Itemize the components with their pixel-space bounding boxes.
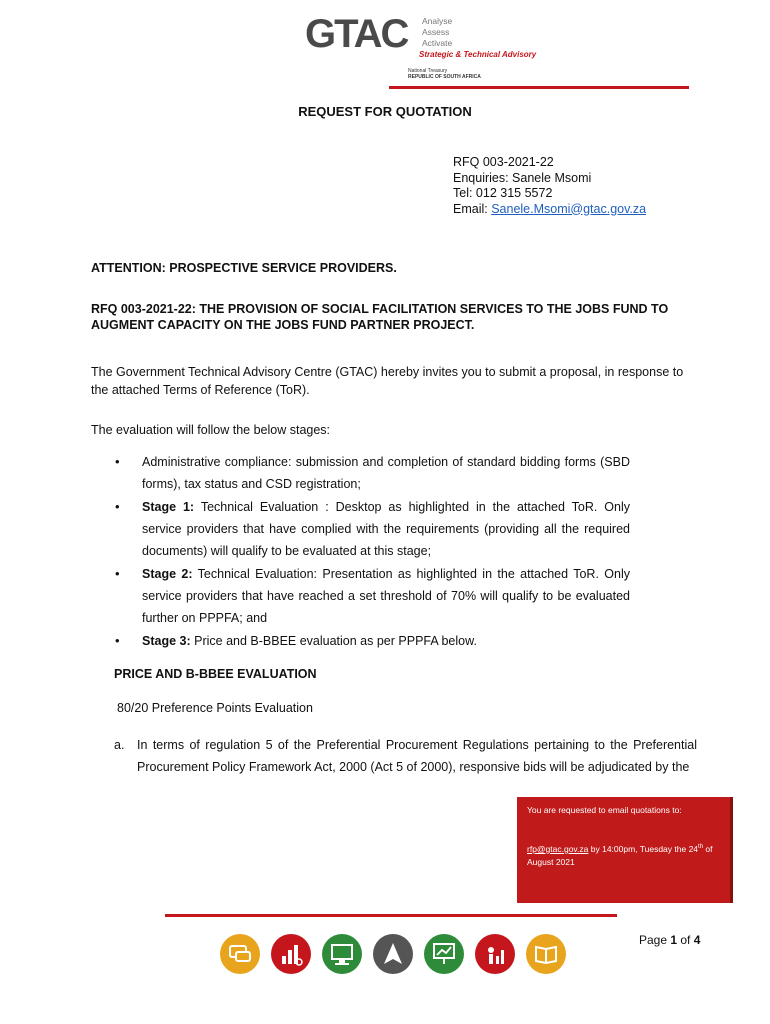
- treasury-label: [408, 68, 481, 80]
- footer-divider: [165, 914, 617, 917]
- bullet-icon: •: [115, 566, 120, 581]
- stage-label: Stage 2:: [142, 567, 193, 581]
- treasury-line2: REPUBLIC OF SOUTH AFRICA: [408, 74, 481, 80]
- footer-icon-row: [220, 934, 568, 976]
- page-label: Page: [639, 933, 671, 947]
- logo-tagline: [422, 16, 452, 49]
- page-number: [639, 933, 700, 947]
- page-title: REQUEST FOR QUOTATION: [298, 104, 472, 119]
- list-item: [108, 451, 630, 495]
- notice-deadline: [527, 841, 722, 869]
- page-current: 1: [670, 933, 678, 947]
- book-icon: [526, 934, 566, 974]
- tagline-activate: Activate: [422, 38, 453, 48]
- header-divider: [389, 86, 689, 89]
- stage-text: Administrative compliance: submission and completion of standard bidding forms (SBD forms), tax status and CSD registration;: [142, 455, 630, 491]
- logo-wordmark: GTAC: [305, 12, 408, 56]
- gtac-logo: [305, 10, 537, 82]
- notice-deadline-text: by 14:00pm, Tuesday the 24: [588, 843, 699, 854]
- stage-label: Stage 3:: [142, 634, 191, 648]
- regulation-text: In terms of regulation 5 of the Preferential Procurement Regulations pertaining to the Preferential Procurement Policy Framework Act, 2000 (Act 5 of 2000), responsive bids will be adjudicated by the: [137, 738, 697, 774]
- list-item: [108, 563, 630, 629]
- list-item: [108, 630, 630, 652]
- growth-person-icon: [475, 934, 515, 974]
- bullet-icon: •: [115, 454, 120, 469]
- rfq-number: RFQ 003-2021-22: [453, 155, 554, 169]
- page-of: of: [677, 933, 694, 947]
- bar-chart-icon: [271, 934, 311, 974]
- bullet-icon: •: [115, 499, 120, 514]
- chat-icon: [220, 934, 260, 974]
- bullet-icon: •: [115, 633, 120, 648]
- notice-intro: You are requested to email quotations to:: [527, 805, 682, 815]
- submission-notice-box: [517, 797, 730, 903]
- telephone: Tel: 012 315 5572: [453, 186, 553, 200]
- regulation-label: a.: [114, 738, 125, 752]
- stage-text: Price and B-BBEE evaluation as per PPPFA below.: [190, 634, 477, 648]
- email-line: [453, 202, 646, 218]
- navigation-icon: [373, 934, 413, 974]
- page-total: 4: [693, 933, 701, 947]
- stage-text: Technical Evaluation: Presentation as highlighted in the attached ToR. Only service providers that have reached a set threshold of 70% will qualify to be evaluated further on PPPFA; and: [142, 567, 630, 625]
- email-link[interactable]: Sanele.Msomi@gtac.gov.za: [491, 201, 647, 216]
- attention-heading: ATTENTION: PROSPECTIVE SERVICE PROVIDERS.: [91, 261, 397, 275]
- notice-email-link[interactable]: rfp@gtac.gov.za: [527, 843, 589, 854]
- tagline-analyse: Analyse: [422, 16, 453, 26]
- notice-deadline-text2: of August 2021: [527, 843, 713, 867]
- rfq-subject-heading: RFQ 003-2021-22: THE PROVISION OF SOCIAL FACILITATION SERVICES TO THE JOBS FUND TO AUGMENT CAPACITY ON THE JOBS FUND PARTNER PROJECT.: [91, 302, 669, 332]
- presentation-icon: [424, 934, 464, 974]
- price-bbbee-heading: PRICE AND B-BBEE EVALUATION: [114, 667, 317, 681]
- stage-label: Stage 1:: [142, 500, 195, 514]
- evaluation-lead: The evaluation will follow the below stages:: [91, 423, 331, 437]
- notice-edge: [730, 797, 733, 903]
- logo-subtitle: Strategic & Technical Advisory: [419, 50, 537, 59]
- email-label: Email:: [453, 201, 492, 216]
- tagline-assess: Assess: [422, 27, 450, 37]
- monitor-icon: [322, 934, 362, 974]
- notice-sup: th: [698, 844, 704, 850]
- preference-points-label: 80/20 Preference Points Evaluation: [117, 701, 313, 715]
- treasury-line1: National Treasury: [408, 68, 448, 74]
- evaluation-stages-list: [108, 451, 630, 653]
- intro-paragraph: The Government Technical Advisory Centre (GTAC) hereby invites you to submit a proposal, in response to the attached Terms of Reference (ToR).: [91, 365, 684, 397]
- enquiries: Enquiries: Sanele Msomi: [453, 170, 592, 185]
- rfq-contact-block: [453, 155, 646, 217]
- stage-text: Technical Evaluation : Desktop as highlighted in the attached ToR. Only service providers that have complied with the requirements (providing all the required documents) will qualify to be evaluated at this stage;: [142, 500, 630, 558]
- list-item: [108, 496, 630, 562]
